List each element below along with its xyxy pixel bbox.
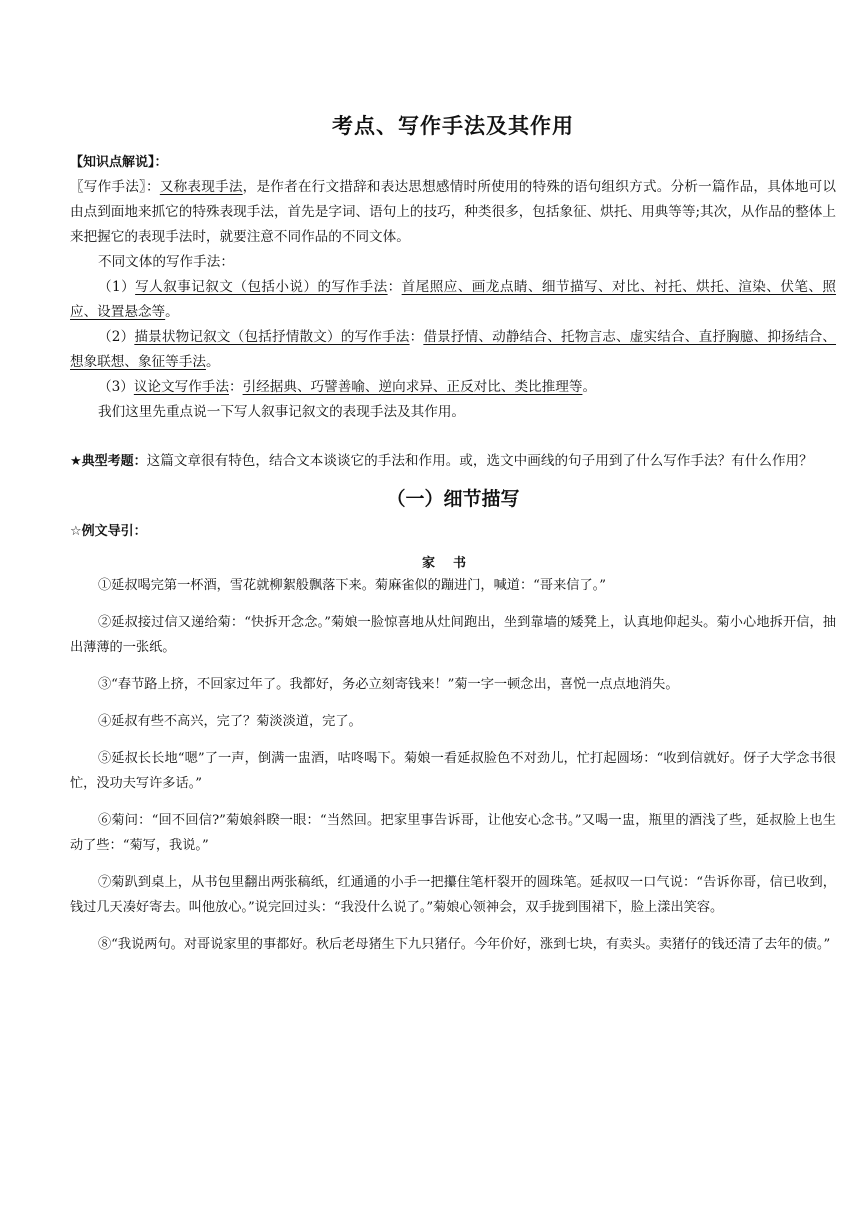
genre-item bbox=[70, 275, 836, 325]
genre-colon: ： bbox=[229, 379, 243, 395]
story-paragraph: ⑤延叔长长地“嗯”了一声，倒满一盅酒，咕咚喝下。菊娘一看延叔脸色不对劲儿，忙打起圆场：“收到信就好。伢子大学念书很忙，没功夫写许多话。” bbox=[70, 751, 836, 791]
writing-method-label: 〖写作手法〗： bbox=[70, 179, 160, 195]
typical-question-label: ★典型考题： bbox=[70, 454, 147, 469]
genre-colon: ： bbox=[387, 279, 402, 295]
typical-question bbox=[70, 449, 836, 474]
story-paragraph: ⑧“我说两句。对哥说家里的事都好。秋后老母猪生下九只猪仔。今年价好，涨到七块，有卖头。卖猪仔的钱还清了去年的债。” bbox=[98, 937, 831, 952]
page-title: 考点、写作手法及其作用 bbox=[332, 114, 574, 138]
document-page bbox=[70, 110, 836, 969]
example-label: ☆例文导引： bbox=[70, 524, 147, 539]
genre-number: （3） bbox=[98, 379, 134, 395]
story-paragraph: ⑥菊问：“回不回信?”菊娘斜睽一眼：“当然回。把家里事告诉哥，让他安心念书。”又喝一盅，瓶里的酒浅了些，延叔脸上也生动了些：“菊写，我说。” bbox=[70, 813, 836, 853]
story-paragraph: ①延叔喝完第一杯酒，雪花就柳絮般飘落下来。菊麻雀似的蹦进门，喊道：“哥来信了。” bbox=[98, 578, 607, 593]
writing-method-definition: ，是作者在行文措辞和表达思想感情时所使用的特殊的语句组织方式。分析一篇作品，具体地可以由点到面地来抓它的特殊表现手法，首先是字词、语句上的技巧，种类很多，包括象征、烘托、用典等等;其次，从作品的整体上来把握它的表现手法时，就要注意不同作品的不同文体。 bbox=[70, 179, 837, 245]
story-paragraph: ④延叔有些不高兴，完了？菊淡淡道，完了。 bbox=[98, 714, 362, 729]
genre-item bbox=[70, 375, 836, 400]
spacer bbox=[70, 425, 836, 449]
writing-method-alias: 又称表现手法 bbox=[159, 179, 243, 195]
story-paragraph: ③“春节路上挤，不回家过年了。我都好，务必立刻寄钱来！”菊一字一顿念出，喜悦一点点地消失。 bbox=[98, 677, 679, 692]
genre-methods: 首尾照应、画龙点睛、细节描写、对比、衬托、烘托、渲染、伏笔、照应、设置悬念等 bbox=[70, 279, 837, 320]
genre-end: 。 bbox=[165, 304, 179, 320]
story-title: 家书 bbox=[421, 556, 484, 571]
genre-name: 议论文写作手法 bbox=[133, 379, 229, 395]
knowledge-header: 【知识点解说】： bbox=[70, 155, 168, 170]
genre-methods: 借景抒情、动静结合、托物言志、虚实结合、直抒胸臆、抑扬结合、想象联想、象征等手法 bbox=[70, 329, 837, 370]
genre-methods: 引经据典、巧譬善喻、逆向求异、正反对比、类比推理等 bbox=[242, 379, 583, 395]
genre-end: 。 bbox=[582, 379, 597, 395]
genre-name: 写人叙事记叙文（包括小说）的写作手法 bbox=[135, 279, 388, 295]
section-title: （一）细节描写 bbox=[386, 488, 520, 510]
genres-intro: 不同文体的写作手法： bbox=[98, 254, 234, 270]
typical-question-text: 这篇文章很有特色，结合文本谈谈它的手法和作用。或，选文中画线的句子用到了什么写作手法？有什么作用？ bbox=[146, 453, 813, 469]
story-paragraph: ②延叔接过信又递给菊：“快拆开念念。”菊娘一脸惊喜地从灶间跑出，坐到靠墙的矮凳上，认真地仰起头。菊小心地拆开信，抽出薄薄的一张纸。 bbox=[70, 615, 836, 655]
genre-colon: ： bbox=[409, 329, 424, 345]
genre-name: 描景状物记叙文（包括抒情散文）的写作手法 bbox=[134, 329, 410, 345]
writing-method-paragraph bbox=[70, 175, 836, 250]
genre-end: 。 bbox=[205, 354, 220, 370]
focus-note: 我们这里先重点说一下写人叙事记叙文的表现手法及其作用。 bbox=[98, 404, 466, 420]
genre-item bbox=[70, 325, 836, 375]
genre-number: （2） bbox=[98, 329, 135, 345]
genre-number: （1） bbox=[98, 279, 136, 295]
story-paragraph: ⑦菊趴到桌上，从书包里翻出两张稿纸，红通通的小手一把攥住笔杆裂开的圆珠笔。延叔叹一口气说：“告诉你哥，信已收到，钱过几天凑好寄去。叫他放心。”说完回过头：“我没什么说了。”菊娘心领神会，双手拢到围裙下，脸上漾出笑容。 bbox=[70, 875, 836, 915]
